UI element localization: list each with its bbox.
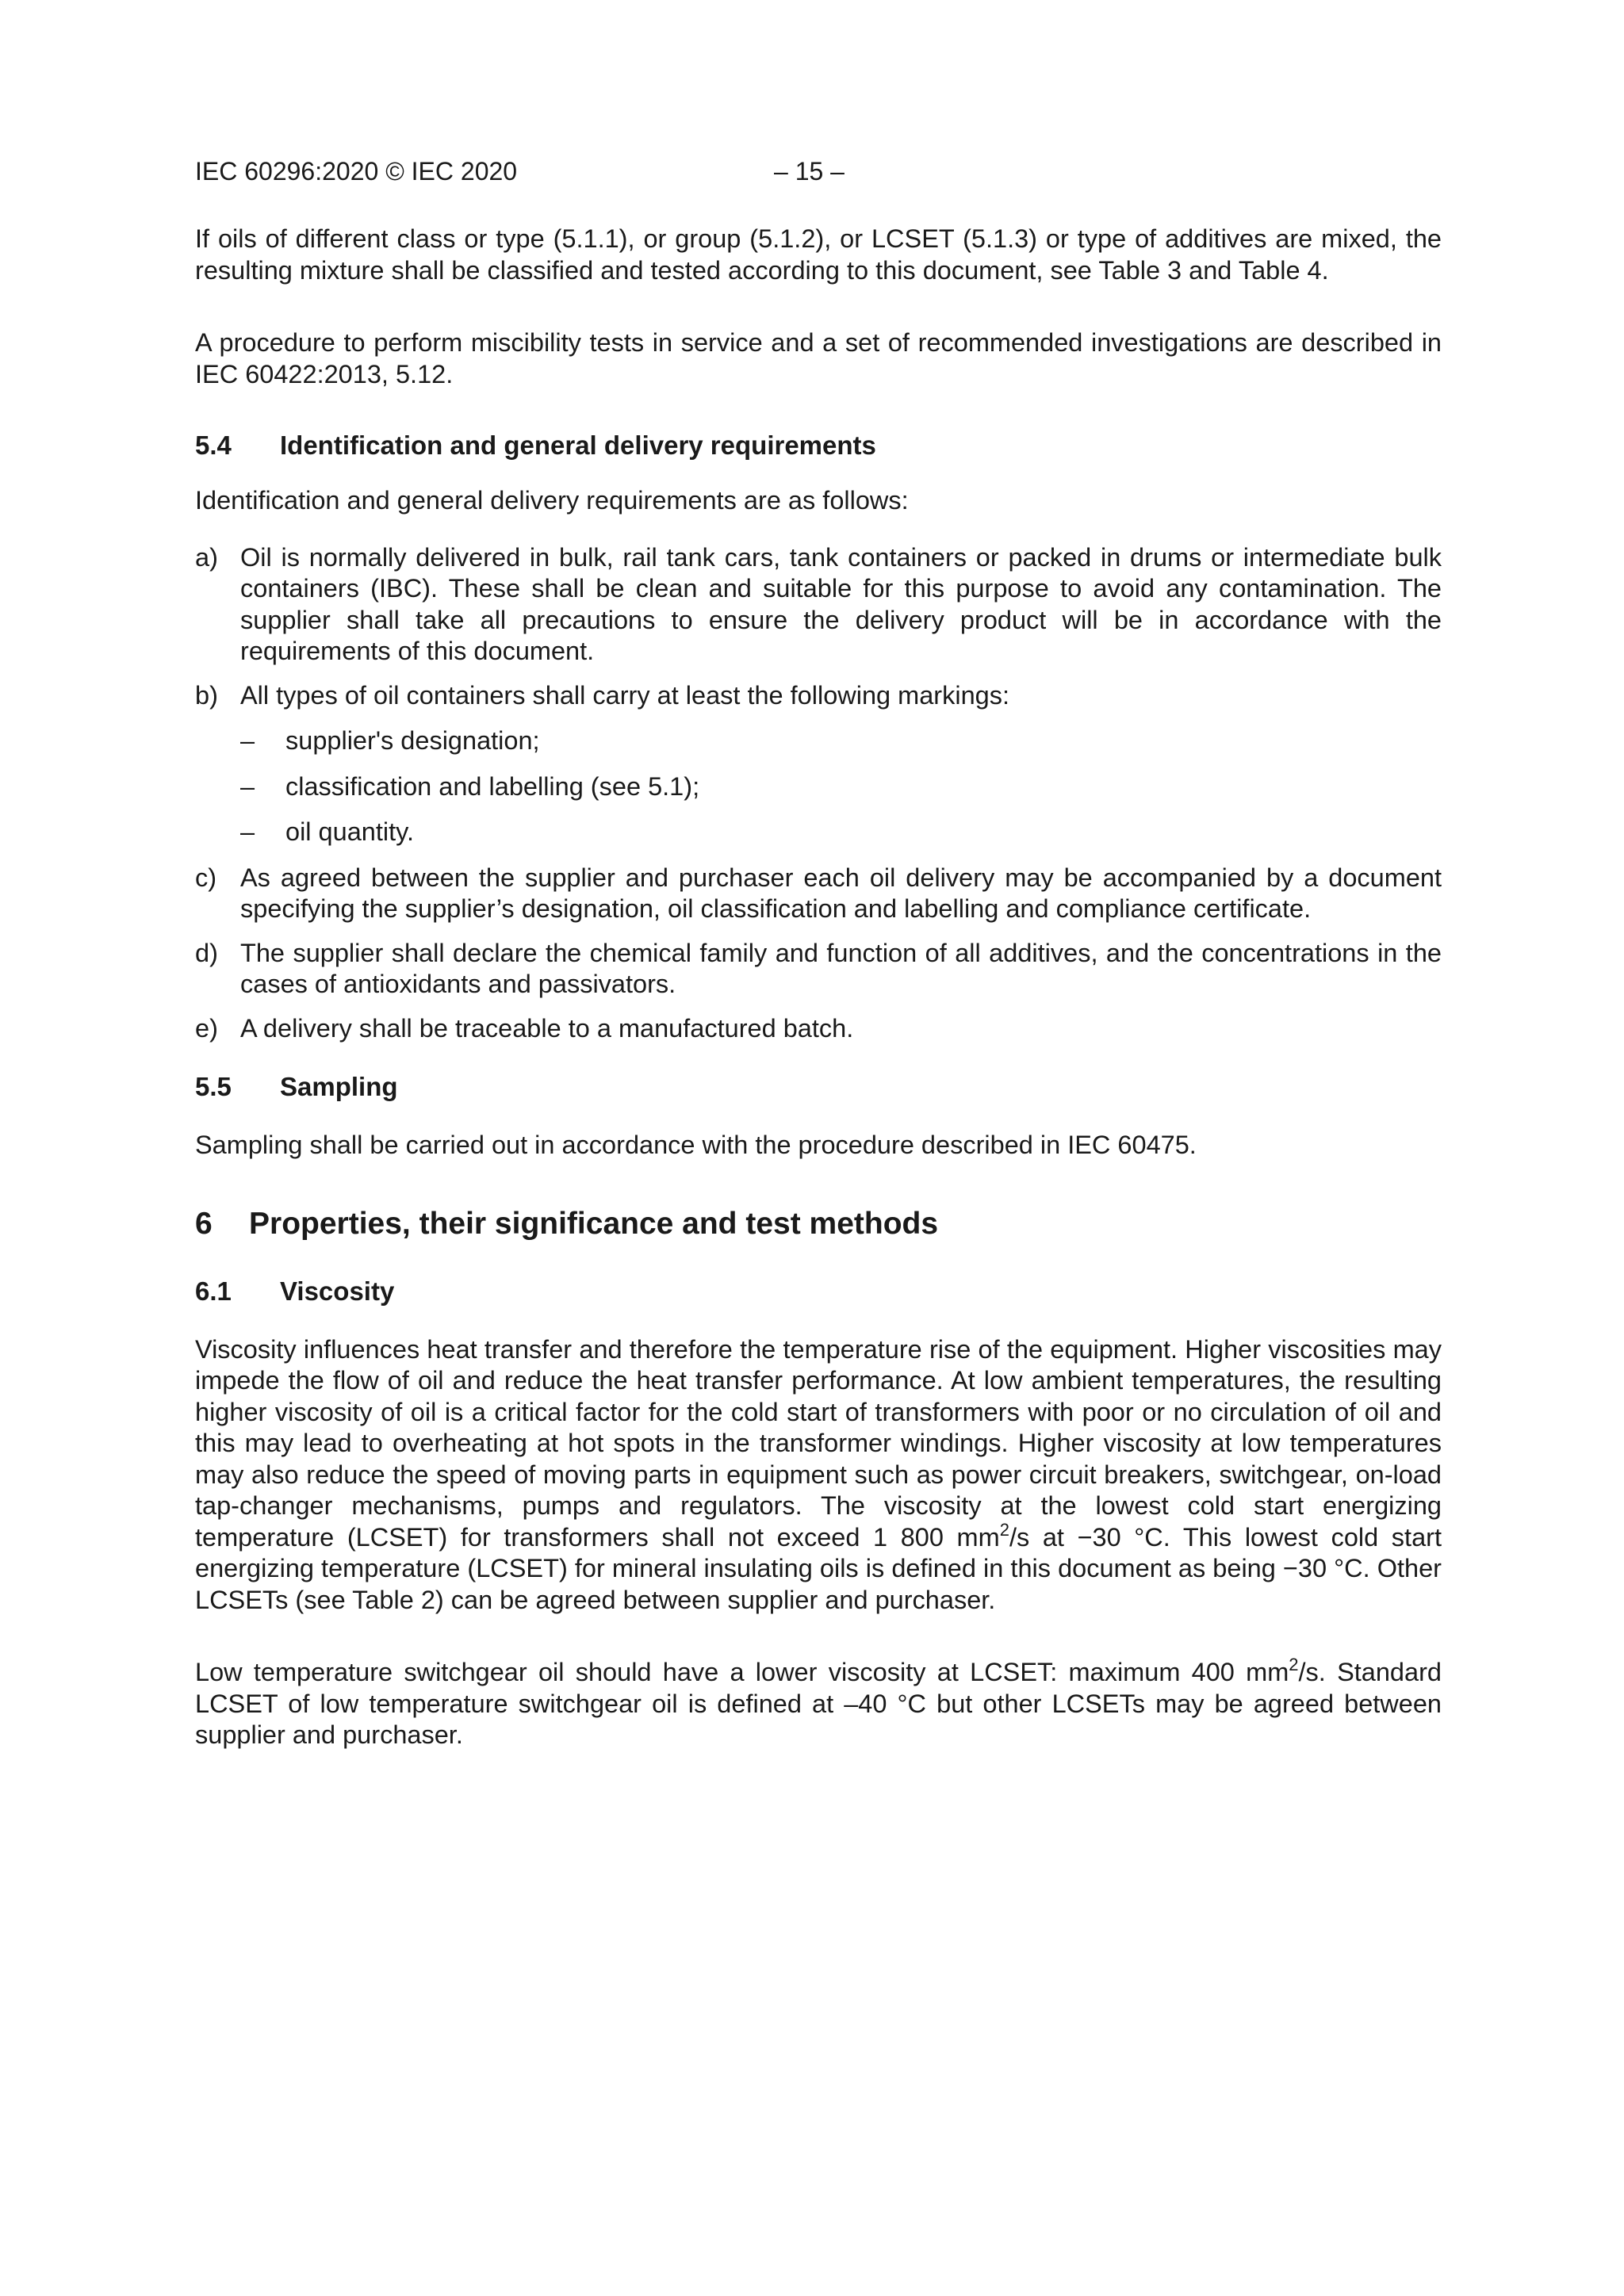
- marking-item: [195, 771, 1442, 803]
- item-text: All types of oil containers shall carry at least the following markings:: [240, 680, 1010, 710]
- page-header: [195, 149, 1442, 184]
- item-text: The supplier shall declare the chemical family and function of all additives, and the concentrations in the cases of antioxidants and passivators.: [240, 938, 1442, 998]
- marking-text: classification and labelling (see 5.1);: [285, 771, 700, 801]
- delivery-requirements-list: [195, 542, 1442, 712]
- list-item: [195, 863, 1442, 925]
- dash-marker: –: [240, 726, 255, 755]
- item-label: a): [195, 542, 218, 572]
- dash-marker: –: [240, 817, 255, 846]
- section-5-4-intro: Identification and general delivery requirements are as follows:: [195, 486, 909, 515]
- viscosity-paragraph-2: [195, 1657, 1442, 1751]
- section-number: 5.4: [195, 430, 232, 460]
- section-6-heading: [195, 1206, 1442, 1242]
- text-run: /s. Standard LCSET of low temperature switchgear oil is defined at –40 °C but other LCSETs may be agreed between supplier and purchaser.: [195, 1658, 1442, 1749]
- marking-item: [195, 725, 1442, 757]
- marking-item: [195, 817, 1442, 848]
- list-item: [195, 680, 1442, 712]
- item-label: d): [195, 938, 218, 967]
- viscosity-paragraph-1: [195, 1334, 1442, 1617]
- list-item: [195, 542, 1442, 668]
- list-item: [195, 1013, 1442, 1045]
- text-run: Viscosity influences heat transfer and therefore the temperature rise of the equipment. Higher viscosities may impede the flow of oil and reduce the heat transfer performance. At low ambient temperatures, the resulting higher viscosity of oil is a critical factor for the cold start of transformers with poor or no circulation of oil and this may lead to overheating at hot spots in the transformer windings. Higher viscosity at low temperatures may also reduce the speed of moving parts in equipment such as power circuit breakers, switchgear, on-load tap-changer mechanisms, pumps and regulators. The viscosity at the lowest cold start energizing temperature (LCSET) for transformers shall not exceed 1 800 mm: [195, 1334, 1442, 1552]
- superscript: 2: [999, 1519, 1009, 1540]
- document-page: [195, 149, 1442, 1751]
- marking-text: oil quantity.: [285, 817, 414, 846]
- list-item: [195, 938, 1442, 1001]
- section-title: Viscosity: [280, 1276, 395, 1306]
- item-label: c): [195, 863, 217, 892]
- standard-reference: IEC 60296:2020 © IEC 2020: [195, 157, 518, 186]
- delivery-requirements-list-cont: [195, 863, 1442, 1045]
- item-label: b): [195, 680, 218, 710]
- item-text: Oil is normally delivered in bulk, rail tank cars, tank containers or packed in drums or intermediate bulk containers (IBC). These shall be clean and suitable for this purpose to avoid any contamination. The supplier shall take all precautions to ensure the delivery product will be in accordance with the requirements of this document.: [240, 542, 1442, 665]
- item-text: A delivery shall be traceable to a manufactured batch.: [240, 1013, 854, 1043]
- section-title: Properties, their significance and test methods: [249, 1206, 939, 1241]
- section-6-1-heading: [195, 1276, 1442, 1307]
- section-number: 6.1: [195, 1276, 232, 1306]
- superscript: 2: [1289, 1655, 1299, 1674]
- page-number: – 15 –: [774, 157, 845, 186]
- miscibility-paragraph: A procedure to perform miscibility tests in service and a set of recommended investigations are described in IEC 60422:2013, 5.12.: [195, 328, 1442, 388]
- section-title: Identification and general delivery requirements: [280, 430, 876, 460]
- sampling-paragraph: Sampling shall be carried out in accordance with the procedure described in IEC 60475.: [195, 1131, 1197, 1159]
- mixing-paragraph: If oils of different class or type (5.1.1), or group (5.1.2), or LCSET (5.1.3) or type of additives are mixed, the resulting mixture shall be classified and tested according to this document, see Table 3 and Table 4.: [195, 224, 1442, 285]
- section-5-4-heading: [195, 430, 1442, 461]
- section-5-5-heading: [195, 1071, 1442, 1103]
- section-number: 6: [195, 1206, 213, 1241]
- item-text: As agreed between the supplier and purchaser each oil delivery may be accompanied by a document specifying the supplier’s designation, oil classification and labelling and compliance certificate.: [240, 863, 1442, 923]
- markings-list: [195, 725, 1442, 848]
- item-label: e): [195, 1013, 218, 1043]
- section-title: Sampling: [280, 1072, 398, 1101]
- text-run: /s at −30 °C. This lowest cold start energizing temperature (LCSET) for mineral insulating oils is defined in this document as being −30 °C. Other LCSETs (see Table 2) can be agreed between supplier and purchaser.: [195, 1522, 1442, 1614]
- section-number: 5.5: [195, 1072, 232, 1101]
- dash-marker: –: [240, 771, 255, 801]
- text-run: Low temperature switchgear oil should have a lower viscosity at LCSET: maximum 400 mm: [195, 1658, 1289, 1686]
- marking-text: supplier's designation;: [285, 726, 540, 755]
